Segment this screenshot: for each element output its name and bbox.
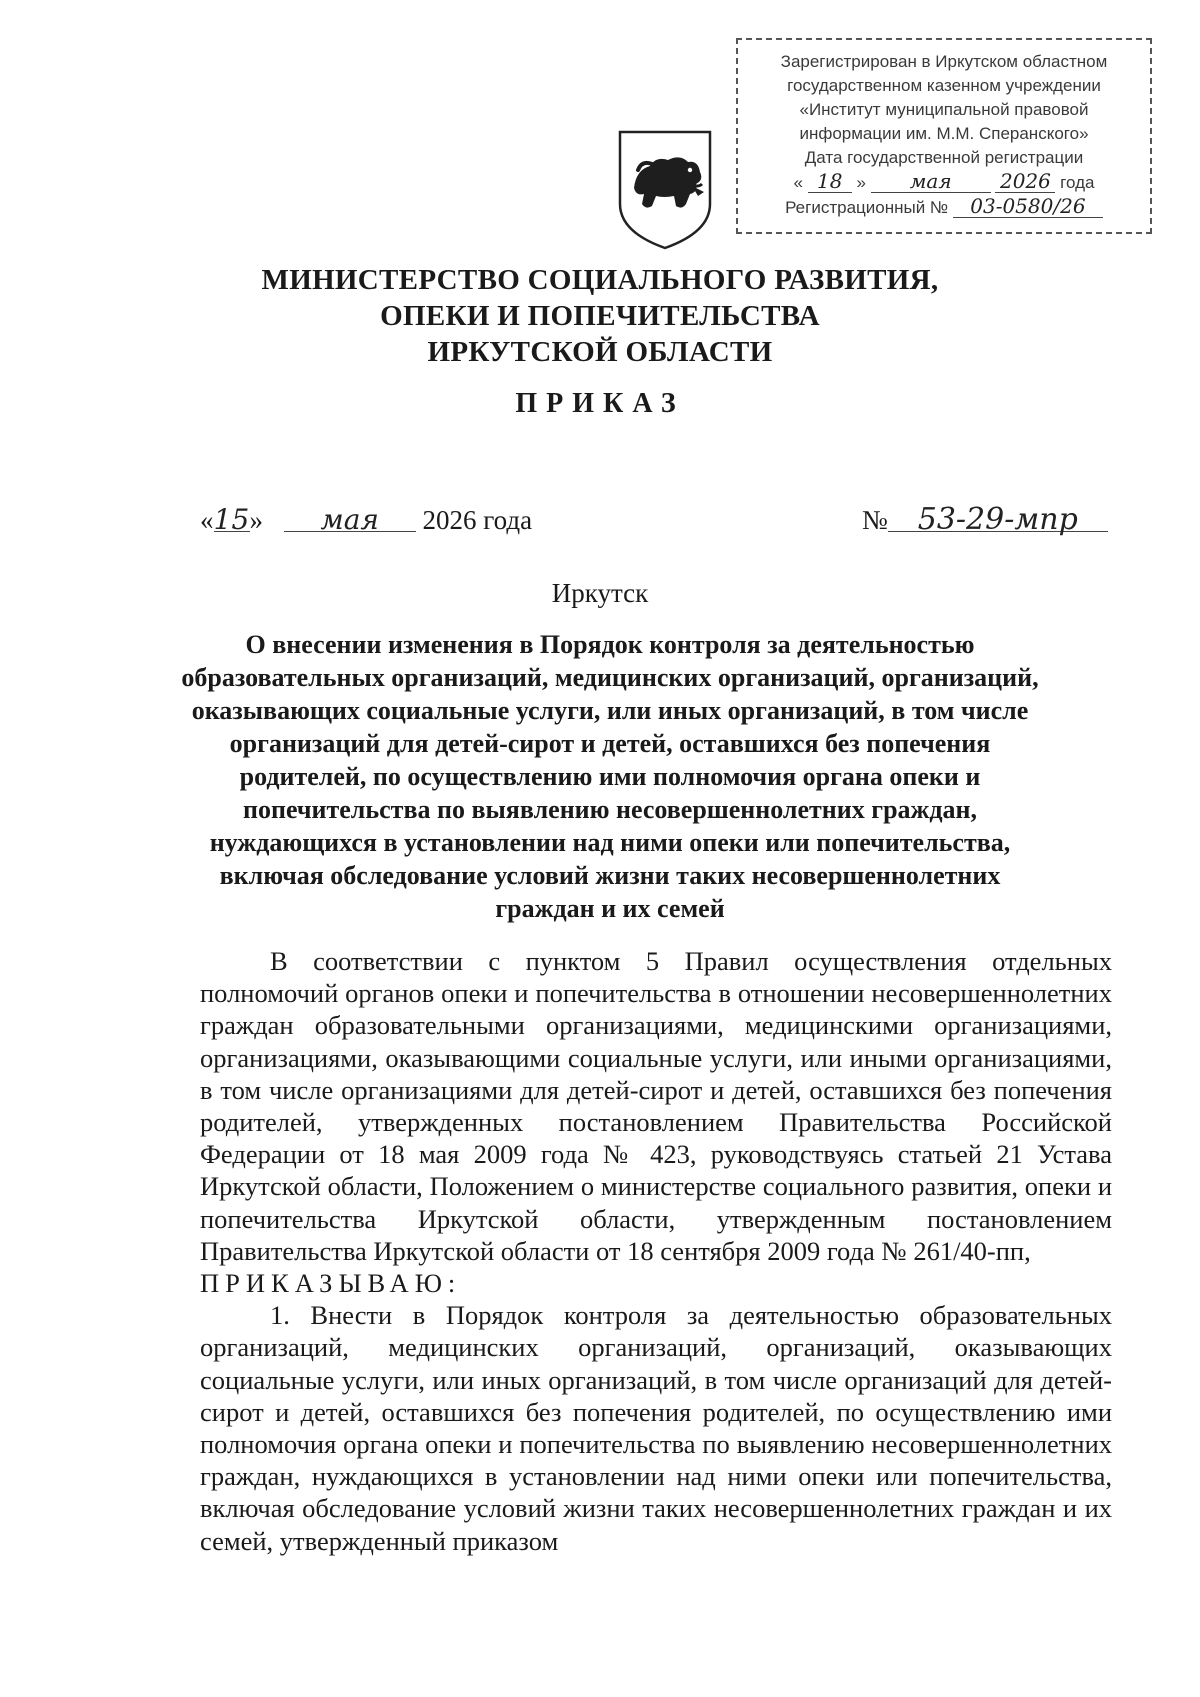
order-date — [200, 505, 532, 536]
stamp-reg-line — [748, 195, 1140, 220]
stamp-date-open: « — [793, 173, 804, 192]
order-title: ПРИКАЗ — [515, 388, 685, 419]
registration-stamp — [736, 38, 1152, 234]
stamp-year: 2026 — [995, 170, 1055, 193]
order-date-month: мая — [284, 509, 416, 532]
order-date-day: 15 — [213, 503, 250, 536]
document-body — [200, 945, 1112, 1557]
ministry-line-1: МИНИСТЕРСТВО СОЦИАЛЬНОГО РАЗВИТИЯ, — [261, 264, 939, 296]
order-date-year: 2026 года — [422, 505, 533, 535]
order-number — [862, 502, 1108, 537]
stamp-line-5: Дата государственной регистрации — [804, 148, 1084, 167]
body-paragraph-1: В соответствии с пунктом 5 Правил осуществления отдельных полномочий органов опеки и попечительства в отношении несовершеннолетних граждан образовательными организациями, медицинскими организациями, организациями, оказывающими социальные услуги, или иными организациями, в том числе организациями для детей-сирот и детей, оставшихся без попечения родителей, утвержденных постановлением Правительства Российской Федерации от 18 мая 2009 года № 423, руководствуясь статьей 21 Устава Иркутской области, Положением о министерстве социального развития, опеки и попечительства Иркутской области, утвержденным постановлением Правительства Иркутской области от 18 сентября 2009 года № 261/40-пп, — [200, 946, 1112, 1266]
stamp-day: 18 — [808, 170, 852, 193]
order-date-close: » — [249, 505, 263, 535]
ministry-line-3: ИРКУТСКОЙ ОБЛАСТИ — [427, 336, 773, 368]
document-heading: О внесении изменения в Порядок контроля за деятельностью образовательных организаций, медицинских организаций, организаций, оказывающих социальные услуги, или иных организаций, в том числе организаций для детей-сирот и детей, оставшихся без попечения родителей, по осуществлению ими полномочия органа опеки и попечительства по выявлению несовершеннолетних граждан, нуждающихся в установлении над ними опеки или попечительства, включая обследование условий жизни таких несовершеннолетних граждан и их семей — [181, 630, 1039, 923]
ministry-line-2: ОПЕКИ И ПОПЕЧИТЕЛЬСТВА — [380, 300, 820, 332]
orders-word: ПРИКАЗЫВАЮ: — [200, 1268, 462, 1299]
stamp-reg-label: Регистрационный № — [785, 198, 949, 217]
city: Иркутск — [551, 578, 649, 608]
coat-of-arms-irkutsk-icon — [612, 126, 718, 252]
stamp-line-3: «Институт муниципальной правовой — [799, 100, 1089, 119]
body-paragraph-2: 1. Внести в Порядок контроля за деятельностью образовательных организаций, медицинских организаций, организаций, оказывающих социальные услуги, или иных организаций, в том числе организаций для детей-сирот и детей, оставшихся без попечения родителей, по осуществлению ими полномочия органа опеки и попечительства по выявлению несовершеннолетних граждан, нуждающихся в установлении над ними опеки или попечительства, включая обследование условий жизни таких несовершеннолетних граждан и их семей, утвержденный приказом — [200, 1300, 1112, 1556]
order-number-label: № — [862, 505, 888, 535]
order-date-open: « — [200, 505, 214, 535]
stamp-month: мая — [871, 170, 991, 193]
stamp-date-mid: » — [856, 173, 866, 192]
stamp-year-suffix: года — [1060, 173, 1095, 192]
stamp-date-line — [748, 170, 1140, 195]
stamp-line-1: Зарегистрирован в Иркутском областном — [780, 52, 1108, 71]
ministry-name — [0, 262, 1200, 370]
stamp-reg-number: 03-0580/26 — [953, 195, 1103, 218]
order-number-value: 53-29-мпр — [888, 509, 1108, 532]
stamp-line-4: информации им. М.М. Сперанского» — [799, 124, 1089, 143]
stamp-line-2: государственном казенном учреждении — [787, 76, 1101, 95]
